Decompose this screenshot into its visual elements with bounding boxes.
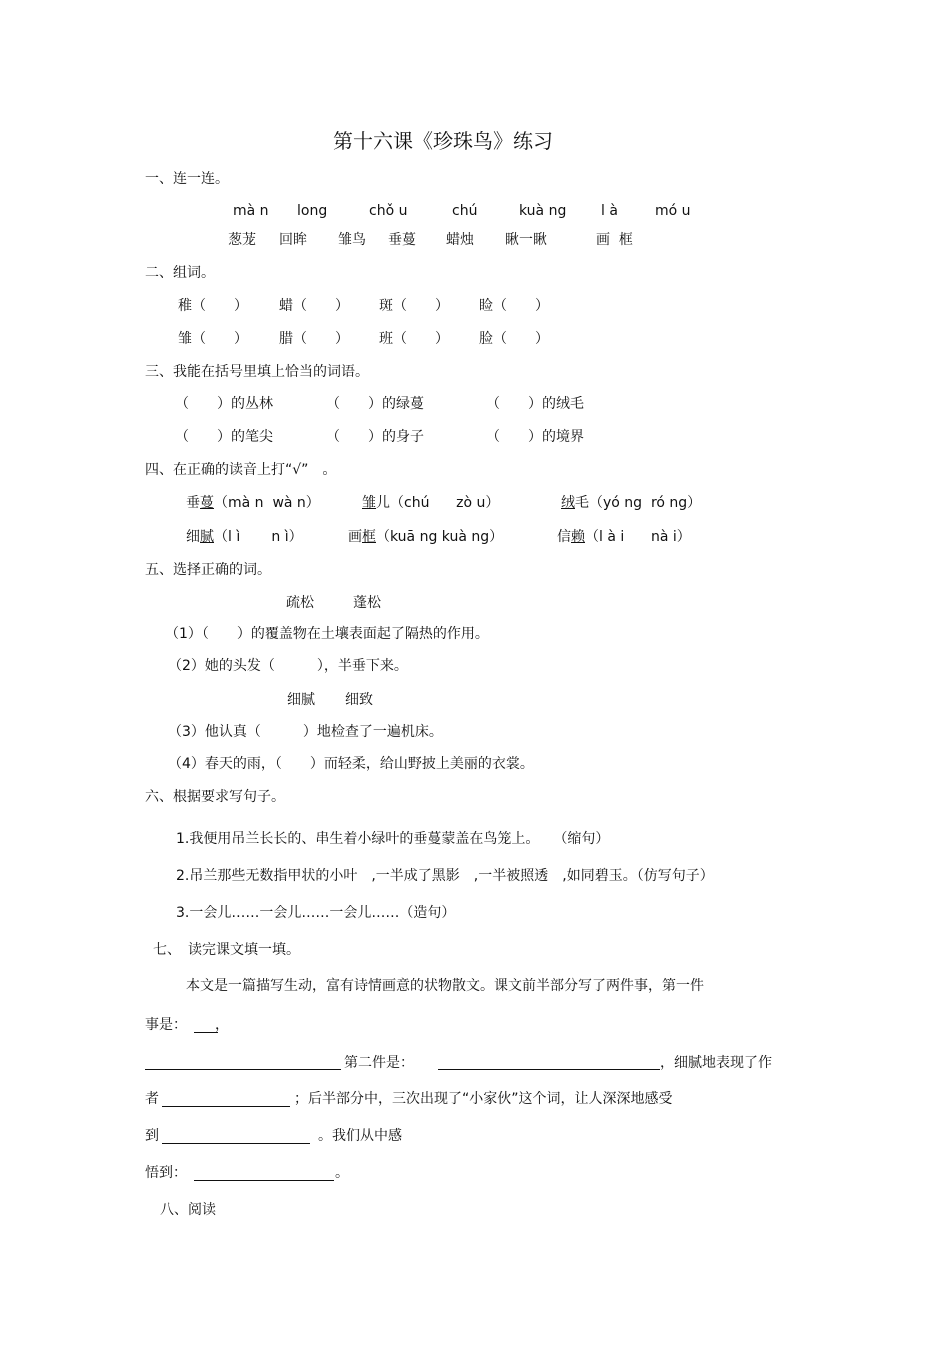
summary-line-4a: 者 bbox=[145, 1091, 159, 1107]
group-word-7: 班（ ） bbox=[379, 331, 449, 347]
reading-item-5: 画框（kuā ng kuà ng） bbox=[348, 529, 504, 545]
reading-item-1: 垂蔓（mà n wà n） bbox=[186, 495, 320, 511]
answer-blank-2[interactable] bbox=[145, 1069, 341, 1070]
fill-phrase-3: （ ）的绒毛 bbox=[486, 396, 584, 412]
reading-item-3: 绒毛（yó ng ró ng） bbox=[561, 495, 702, 511]
word-choice-1b: 蓬松 bbox=[353, 595, 381, 611]
pinyin-7: mó u bbox=[655, 203, 691, 219]
answer-blank-5[interactable] bbox=[162, 1143, 310, 1144]
choice-question-2: （2）她的头发（ ），半垂下来。 bbox=[168, 658, 408, 674]
word-6: 瞅一瞅 bbox=[505, 232, 547, 248]
reading-item-4: 细腻（l ì n ì） bbox=[186, 529, 303, 545]
word-1: 葱茏 bbox=[228, 232, 256, 248]
section-2-heading: 二、组词。 bbox=[145, 265, 215, 281]
choice-question-4: （4）春天的雨，（ ）而轻柔，给山野披上美丽的衣裳。 bbox=[168, 756, 534, 772]
summary-line-3a: 第二件是： bbox=[344, 1055, 414, 1071]
word-5: 蜡烛 bbox=[446, 232, 474, 248]
sentence-task-2: 2.吊兰那些无数指甲状的小叶 ,一半成了黑影 ,一半被照透 ,如同碧玉。（仿写句子） bbox=[176, 868, 714, 884]
pinyin-3: chǒ u bbox=[369, 203, 408, 219]
summary-line-5b: 。我们从中感 bbox=[318, 1128, 402, 1144]
group-word-5: 雏（ ） bbox=[178, 331, 248, 347]
pinyin-2: long bbox=[297, 203, 328, 219]
section-3-heading: 三、我能在括号里填上恰当的词语。 bbox=[145, 364, 369, 380]
summary-line-6b: 。 bbox=[335, 1165, 349, 1181]
choice-question-3: （3）他认真（ ）地检查了一遍机床。 bbox=[168, 724, 443, 740]
pinyin-4: chú bbox=[452, 203, 478, 219]
fill-phrase-4: （ ）的笔尖 bbox=[175, 429, 273, 445]
pinyin-6: l à bbox=[601, 203, 618, 219]
answer-blank-6[interactable] bbox=[194, 1180, 334, 1181]
fill-phrase-2: （ ）的绿蔓 bbox=[326, 396, 424, 412]
summary-line-6a: 悟到： bbox=[145, 1165, 187, 1181]
page-title: 第十六课《珍珠鸟》练习 bbox=[333, 129, 553, 153]
group-word-8: 脸（ ） bbox=[479, 331, 549, 347]
group-word-2: 蜡（ ） bbox=[279, 298, 349, 314]
group-word-3: 斑（ ） bbox=[379, 298, 449, 314]
word-2: 回眸 bbox=[279, 232, 307, 248]
group-word-6: 腊（ ） bbox=[279, 331, 349, 347]
section-1-heading: 一、连一连。 bbox=[145, 171, 229, 187]
summary-line-4b: ；后半部分中，三次出现了“小家伙”这个词，让人深深地感受 bbox=[294, 1091, 673, 1107]
section-4-heading: 四、在正确的读音上打“√” 。 bbox=[145, 462, 337, 478]
section-8-heading: 八、阅读 bbox=[160, 1202, 216, 1218]
summary-line-3b: ，细腻地表现了作 bbox=[660, 1055, 772, 1071]
sentence-task-3: 3.一会儿……一会儿……一会儿……（造句） bbox=[176, 905, 456, 921]
summary-line-5a: 到 bbox=[145, 1128, 159, 1144]
sentence-task-1: 1.我便用吊兰长长的、串生着小绿叶的垂蔓蒙盖在鸟笼上。 （缩句） bbox=[176, 831, 610, 847]
fill-phrase-1: （ ）的丛林 bbox=[175, 396, 273, 412]
section-5-heading: 五、选择正确的词。 bbox=[145, 562, 271, 578]
group-word-4: 睑（ ） bbox=[479, 298, 549, 314]
choice-question-1: （1）（ ）的覆盖物在土壤表面起了隔热的作用。 bbox=[165, 626, 489, 642]
summary-line-2-comma: ， bbox=[215, 1017, 229, 1033]
word-3: 雏鸟 bbox=[338, 232, 366, 248]
summary-line-1: 本文是一篇描写生动，富有诗情画意的状物散文。课文前半部分写了两件事，第一件 bbox=[186, 978, 704, 994]
section-6-heading: 六、根据要求写句子。 bbox=[145, 789, 285, 805]
reading-item-6: 信赖（l à i nà i） bbox=[557, 529, 691, 545]
word-7: 画 框 bbox=[596, 232, 633, 248]
section-7-heading: 七、 读完课文填一填。 bbox=[153, 942, 300, 958]
pinyin-1: mà n bbox=[233, 203, 269, 219]
answer-blank-3[interactable] bbox=[438, 1069, 660, 1070]
word-choice-2a: 细腻 bbox=[287, 692, 315, 708]
answer-blank-4[interactable] bbox=[162, 1106, 290, 1107]
reading-item-2: 雏儿（chú zò u） bbox=[362, 495, 500, 511]
summary-line-2: 事是： bbox=[145, 1017, 187, 1033]
fill-phrase-5: （ ）的身子 bbox=[326, 429, 424, 445]
group-word-1: 稚（ ） bbox=[178, 298, 248, 314]
pinyin-5: kuà ng bbox=[519, 203, 567, 219]
fill-phrase-6: （ ）的境界 bbox=[486, 429, 584, 445]
word-choice-1a: 疏松 bbox=[286, 595, 314, 611]
word-4: 垂蔓 bbox=[388, 232, 416, 248]
word-choice-2b: 细致 bbox=[345, 692, 373, 708]
